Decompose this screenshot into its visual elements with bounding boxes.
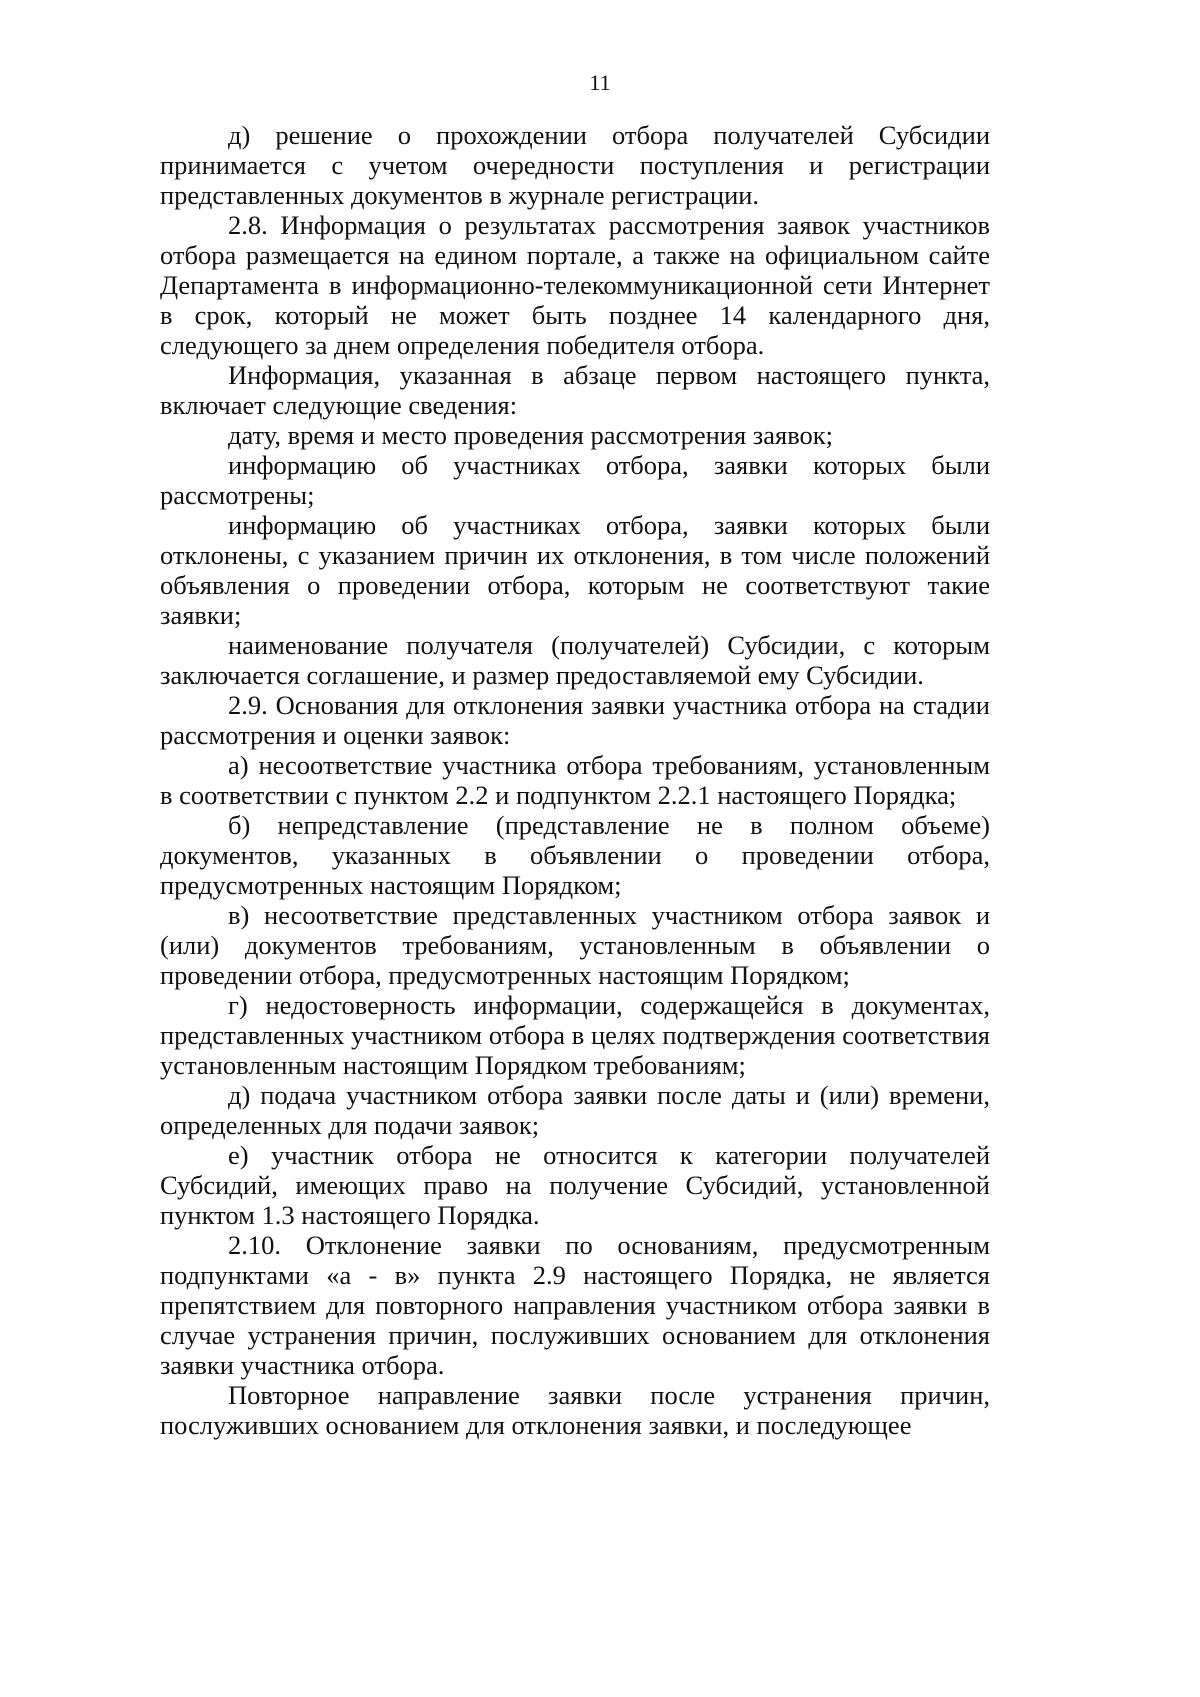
paragraph-reviewed-participants: информацию об участниках отбора, заявки которых были рассмотрены; xyxy=(160,450,990,510)
paragraph-2-8-results-info: 2.8. Информация о результатах рассмотрения заявок участников отбора размещается на едином портале, а также на официальном сайте Департамента в информационно-телекоммуникационной сети Интернет в срок, который не может быть позднее 14 календарного дня, следующего за днем определения победителя отбора. xyxy=(160,210,990,360)
paragraph-ground-d: д) подача участником отбора заявки после даты и (или) времени, определенных для подачи заявок; xyxy=(160,1080,990,1140)
paragraph-date-time-place: дату, время и место проведения рассмотрения заявок; xyxy=(228,420,834,450)
paragraph-2-9-rejection-grounds: 2.9. Основания для отклонения заявки участника отбора на стадии рассмотрения и оценки заявок: xyxy=(160,690,990,750)
paragraph-decision-on-selection: д) решение о прохождении отбора получателей Субсидии принимается с учетом очередности поступления и регистрации представленных документов в журнале регистрации. xyxy=(160,120,990,210)
paragraph-ground-v: в) несоответствие представленных участником отбора заявок и (или) документов требованиям, установленным в объявлении о проведении отбора, предусмотренных настоящим Порядком; xyxy=(160,900,990,990)
paragraph-2-10-resubmission: 2.10. Отклонение заявки по основаниям, предусмотренным подпунктами «а - в» пункта 2.9 настоящего Порядка, не является препятствием для повторного направления участником отбора заявки в случае устранения причин, послуживших основанием для отклонения заявки участника отбора. xyxy=(160,1230,990,1380)
paragraph-ground-e: е) участник отбора не относится к категории получателей Субсидий, имеющих право на получение Субсидий, установленной пунктом 1.3 настоящего Порядка. xyxy=(160,1140,990,1230)
page-number: 11 xyxy=(589,70,611,95)
paragraph-info-contents: Информация, указанная в абзаце первом настоящего пункта, включает следующие сведения: xyxy=(160,360,990,420)
paragraph-rejected-participants: информацию об участниках отбора, заявки которых были отклонены, с указанием причин их отклонения, в том числе положений объявления о проведении отбора, которым не соответствуют такие заявки; xyxy=(160,510,990,630)
paragraph-recipient-name: наименование получателя (получателей) Субсидии, с которым заключается соглашение, и размер предоставляемой ему Субсидии. xyxy=(160,630,990,690)
paragraph-repeated-submission: Повторное направление заявки после устранения причин, послуживших основанием для отклонения заявки, и последующее xyxy=(160,1380,990,1440)
document-body xyxy=(160,120,990,1440)
paragraph-ground-b: б) непредставление (представление не в полном объеме) документов, указанных в объявлении о проведении отбора, предусмотренных настоящим Порядком; xyxy=(160,810,990,900)
paragraph-ground-g: г) недостоверность информации, содержащейся в документах, представленных участником отбора в целях подтверждения соответствия установленным настоящим Порядком требованиям; xyxy=(160,990,990,1080)
paragraph-ground-a: а) несоответствие участника отбора требованиям, установленным в соответствии с пунктом 2.2 и подпунктом 2.2.1 настоящего Порядка; xyxy=(160,750,990,810)
